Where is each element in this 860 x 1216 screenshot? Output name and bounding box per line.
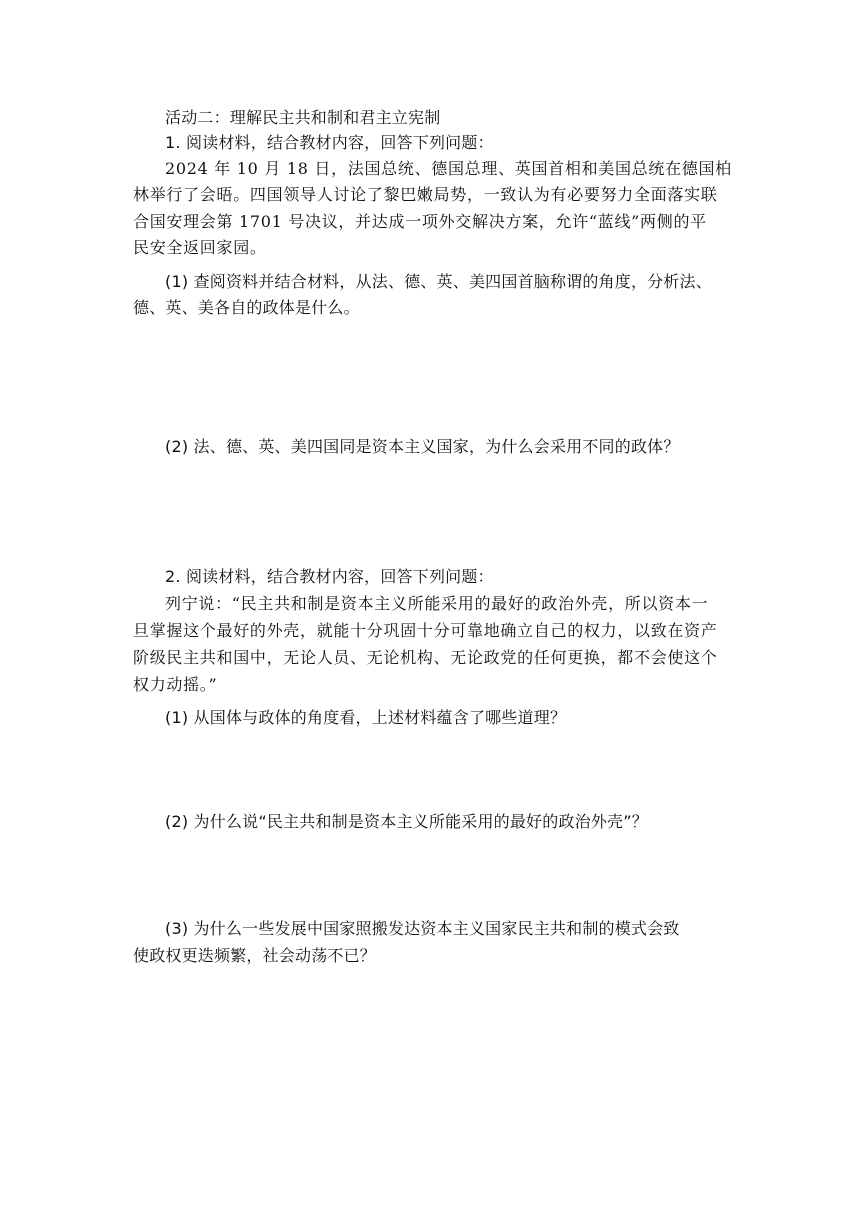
section2-question-2: (2) 为什么说“民主共和制是资本主义所能采用的最好的政治外壳”？ [165, 812, 648, 831]
section1-question-1-line-1: (1) 查阅资料并结合材料，从法、德、英、美四国首脑称谓的角度，分析法、 [165, 272, 712, 291]
section2-question-1: (1) 从国体与政体的角度看，上述材料蕴含了哪些道理？ [165, 708, 567, 727]
section1-question-2: (2) 法、德、英、美四国同是资本主义国家，为什么会采用不同的政体？ [165, 437, 680, 456]
section1-material-line-2: 林举行了会晤。四国领导人讨论了黎巴嫩局势，一致认为有必要努力全面落实联 [133, 185, 718, 204]
section1-material-line-3: 合国安理会第 1701 号决议，并达成一项外交解决方案，允许“蓝线”两侧的平 [133, 212, 707, 231]
section2-material-line-4: 权力动摇。” [133, 675, 218, 694]
section2-heading: 2. 阅读材料，结合教材内容，回答下列问题： [165, 567, 494, 586]
section2-question-3-line-1: (3) 为什么一些发展中国家照搬发达资本主义国家民主共和制的模式会致 [165, 919, 680, 938]
section2-material-line-1: 列宁说：“民主共和制是资本主义所能采用的最好的政治外壳，所以资本一 [165, 594, 709, 613]
activity-title: 活动二：理解民主共和制和君主立宪制 [165, 108, 441, 127]
section1-material-line-4: 民安全返回家园。 [133, 238, 267, 257]
section1-material-line-1: 2024 年 10 月 18 日，法国总统、德国总理、英国首相和美国总统在德国柏 [165, 159, 732, 178]
section2-material-line-2: 旦掌握这个最好的外壳，就能十分巩固十分可靠地确立自己的权力，以致在资产 [133, 621, 718, 640]
section1-question-1-line-2: 德、英、美各自的政体是什么。 [133, 298, 360, 317]
section2-question-3-line-2: 使政权更迭频繁，社会动荡不已？ [133, 946, 377, 965]
section2-material-line-3: 阶级民主共和国中，无论人员、无论机构、无论政党的任何更换，都不会使这个 [133, 648, 718, 667]
section1-heading: 1. 阅读材料，结合教材内容，回答下列问题： [165, 133, 494, 152]
